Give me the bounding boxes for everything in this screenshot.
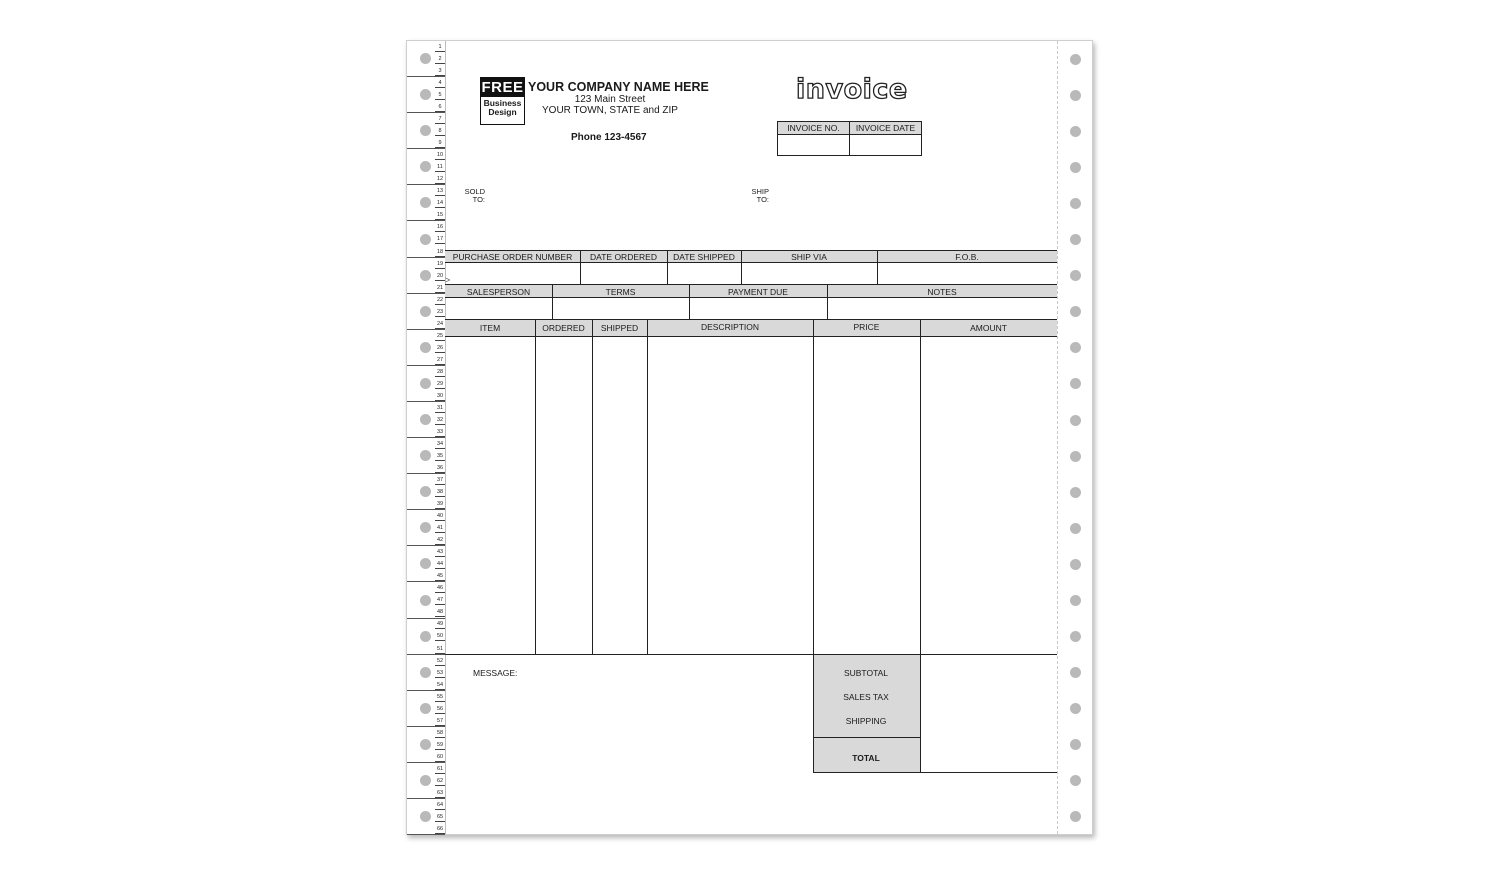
line-number: 51 [436, 645, 444, 652]
message-label: MESSAGE: [473, 668, 518, 678]
line-number: 66 [436, 825, 444, 832]
invoice-date-header: INVOICE DATE [850, 122, 921, 135]
left-feed-hole [420, 378, 431, 389]
line-number: 16 [436, 224, 444, 231]
left-pin-feed-strip [407, 41, 446, 834]
line-number: 34 [436, 440, 444, 447]
ordered-header: ORDERED [542, 323, 585, 333]
alignment-arrow: > [445, 275, 451, 285]
right-feed-hole [1070, 198, 1081, 209]
date-shipped-header: DATE SHIPPED [673, 252, 735, 262]
line-number: 60 [436, 753, 444, 760]
right-feed-hole [1070, 54, 1081, 65]
line-number: 29 [436, 380, 444, 387]
line-number: 45 [436, 573, 444, 580]
description-header: DESCRIPTION [700, 322, 760, 332]
line-number: 53 [436, 669, 444, 676]
left-feed-hole [420, 306, 431, 317]
po-number-header: PURCHASE ORDER NUMBER [452, 252, 573, 262]
line-number: 5 [438, 92, 442, 99]
shipping-label: SHIPPING [845, 716, 887, 726]
line-number: 9 [438, 140, 442, 147]
sold-to-word: TO: [472, 195, 485, 204]
right-feed-hole [1070, 667, 1081, 678]
line-number: 13 [436, 188, 444, 195]
sold-label: SOLD [464, 187, 485, 196]
ship-to-label [747, 188, 769, 204]
line-number: 22 [436, 296, 444, 303]
company-name: YOUR COMPANY NAME HERE [528, 80, 709, 94]
line-number: 3 [438, 68, 442, 75]
line-number: 40 [436, 513, 444, 520]
line-number: 25 [436, 332, 444, 339]
right-feed-hole [1070, 523, 1081, 534]
line-number: 1 [438, 44, 442, 50]
line-number: 56 [436, 705, 444, 712]
line-number: 6 [438, 104, 442, 111]
notes-header: NOTES [927, 287, 957, 297]
right-feed-hole [1070, 631, 1081, 642]
right-feed-hole [1070, 487, 1081, 498]
line-number: 58 [436, 729, 444, 736]
line-number: 27 [436, 356, 444, 363]
left-feed-hole [420, 595, 431, 606]
right-pin-feed-strip [1057, 41, 1093, 834]
right-feed-hole [1070, 811, 1081, 822]
line-number: 11 [437, 164, 443, 171]
date-ordered-header: DATE ORDERED [590, 252, 657, 262]
logo-line-1: Business [483, 98, 522, 108]
right-feed-hole [1070, 451, 1081, 462]
line-number: 50 [436, 633, 444, 640]
line-number: 8 [438, 128, 442, 135]
left-feed-hole [420, 667, 431, 678]
left-feed-hole [420, 234, 431, 245]
line-number: 43 [436, 549, 444, 556]
line-number: 54 [436, 681, 444, 688]
right-feed-hole [1070, 739, 1081, 750]
line-number: 65 [436, 813, 444, 820]
line-number: 36 [436, 465, 444, 472]
company-city: YOUR TOWN, STATE and ZIP [542, 105, 678, 116]
line-number: 61 [436, 765, 444, 772]
price-header: PRICE [853, 322, 880, 332]
line-number: 7 [438, 116, 442, 123]
subtotal-label: SUBTOTAL [843, 668, 889, 678]
line-number: 2 [438, 56, 442, 63]
logo-line-2: Design [488, 107, 517, 117]
line-number: 49 [436, 621, 444, 628]
line-number: 12 [436, 176, 444, 183]
invoice-number-date-box [777, 121, 922, 156]
line-number: 19 [436, 260, 444, 267]
ship-via-header: SHIP VIA [791, 252, 827, 262]
free-business-design-logo [480, 77, 525, 125]
right-feed-hole [1070, 378, 1081, 389]
sales-tax-label: SALES TAX [843, 692, 889, 702]
line-number: 26 [436, 344, 444, 351]
fob-header: F.O.B. [955, 252, 979, 262]
line-number: 17 [436, 236, 444, 243]
line-number: 32 [436, 416, 444, 423]
total-label: TOTAL [852, 753, 880, 763]
left-feed-hole [420, 739, 431, 750]
line-number: 59 [436, 741, 444, 748]
line-number: 4 [438, 80, 442, 87]
line-number: 39 [436, 501, 444, 508]
line-number: 35 [436, 453, 444, 460]
line-number: 33 [436, 428, 444, 435]
item-header: ITEM [479, 323, 501, 333]
left-feed-hole [420, 703, 431, 714]
logo-free-text: FREE [481, 79, 524, 96]
line-number: 21 [436, 284, 444, 291]
line-number: 42 [436, 537, 444, 544]
line-number: 14 [436, 200, 444, 207]
invoice-form-sheet [406, 40, 1093, 835]
line-number: 24 [436, 320, 444, 327]
left-feed-hole [420, 414, 431, 425]
left-feed-hole [420, 342, 431, 353]
company-street: 123 Main Street [574, 94, 646, 105]
line-number: 63 [436, 789, 444, 796]
terms-header: TERMS [605, 287, 636, 297]
line-number: 10 [436, 152, 444, 159]
line-number: 44 [436, 561, 444, 568]
line-number: 28 [436, 368, 444, 375]
line-number: 47 [436, 597, 444, 604]
right-feed-hole [1070, 126, 1081, 137]
line-number: 23 [436, 308, 444, 315]
payment-due-header: PAYMENT DUE [728, 287, 788, 297]
left-feed-hole [420, 775, 431, 786]
line-number: 30 [436, 392, 444, 399]
right-feed-hole [1070, 595, 1081, 606]
right-feed-hole [1070, 90, 1081, 101]
line-number: 52 [436, 657, 444, 664]
right-feed-hole [1070, 775, 1081, 786]
line-number: 46 [436, 585, 444, 592]
amount-header: AMOUNT [970, 323, 1007, 333]
line-number: 20 [436, 272, 444, 279]
right-feed-hole [1070, 703, 1081, 714]
line-number: 38 [436, 489, 444, 496]
left-feed-hole [420, 631, 431, 642]
ship-label: SHIP [751, 187, 769, 196]
line-number: 57 [436, 717, 444, 724]
right-feed-hole [1070, 342, 1081, 353]
line-number: 15 [436, 212, 444, 219]
ship-to-word: TO: [756, 195, 769, 204]
right-feed-hole [1070, 162, 1081, 173]
shipped-header: SHIPPED [600, 323, 639, 333]
left-feed-hole [420, 53, 431, 64]
sold-to-label [463, 188, 485, 204]
line-number: 37 [436, 477, 444, 484]
left-feed-hole [420, 270, 431, 281]
line-number: 55 [436, 693, 444, 700]
invoice-title: invoice [796, 74, 908, 105]
line-number: 48 [436, 609, 444, 616]
right-feed-hole [1070, 559, 1081, 570]
line-number: 31 [436, 404, 444, 411]
line-number: 62 [436, 777, 444, 784]
invoice-no-header: INVOICE NO. [778, 122, 850, 135]
line-number: 18 [436, 248, 444, 255]
right-feed-hole [1070, 270, 1081, 281]
company-phone: Phone 123-4567 [571, 132, 647, 143]
salesperson-header: SALESPERSON [466, 287, 531, 297]
right-feed-hole [1070, 234, 1081, 245]
right-feed-hole [1070, 415, 1081, 426]
line-number: 41 [436, 525, 444, 532]
right-feed-hole [1070, 306, 1081, 317]
line-number: 64 [436, 801, 444, 808]
